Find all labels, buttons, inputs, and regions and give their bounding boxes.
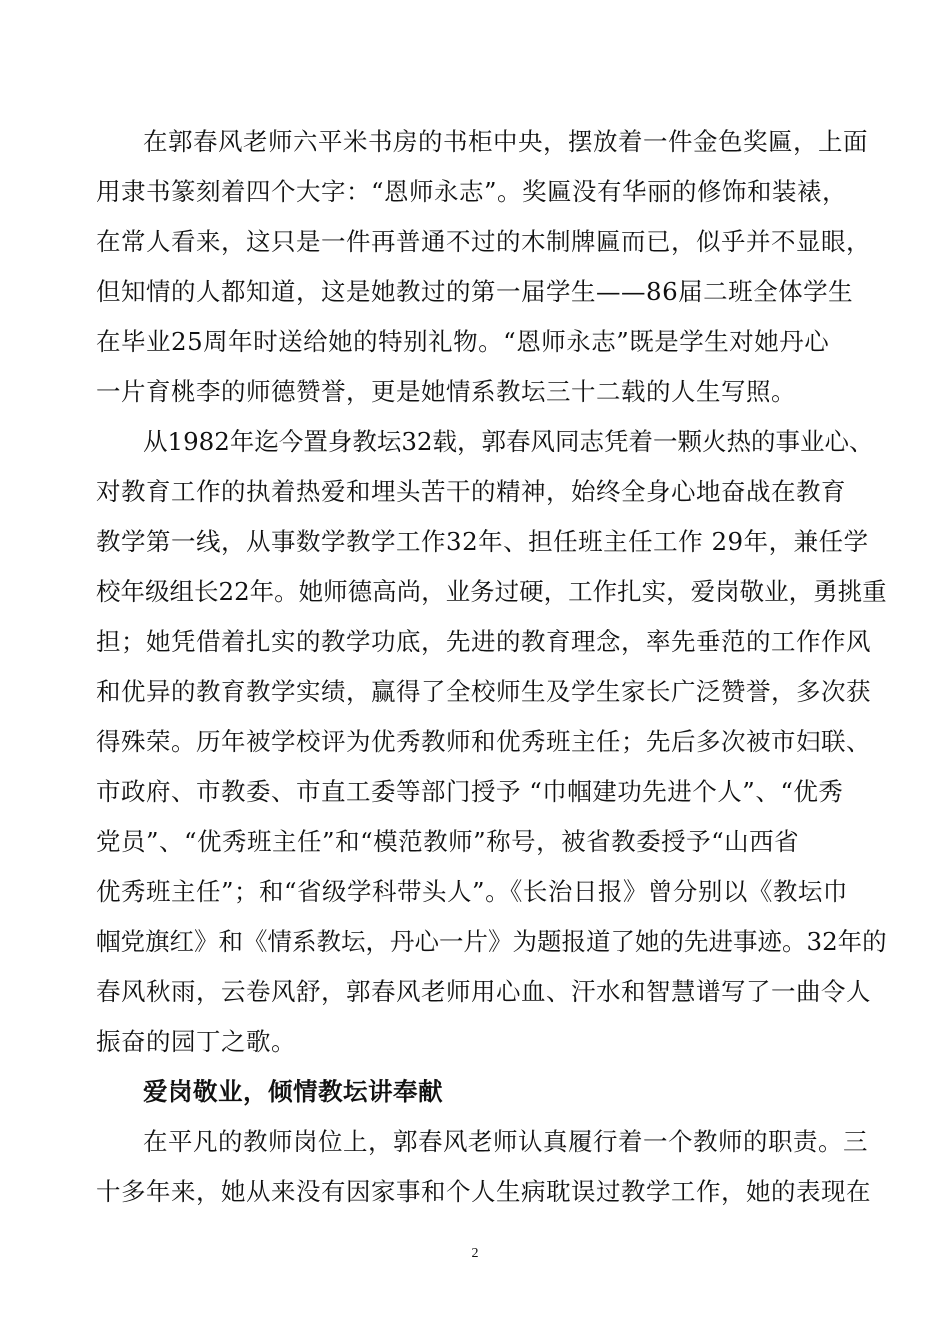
- paragraph-2-line-9: 党员”、“优秀班主任”和“模范教师”称号，被省教委授予“山西省: [96, 827, 800, 856]
- paragraph-2-line-4: 校年级组长22年。她师德高尚，业务过硬，工作扎实，爱岗敬业，勇挑重: [96, 577, 887, 606]
- paragraph-2-line-8: 市政府、市教委、市直工委等部门授予 “巾帼建功先进个人”、“优秀: [96, 777, 844, 806]
- section-heading: 爱岗敬业，倾情教坛讲奉献: [143, 1077, 443, 1106]
- paragraph-2-line-7: 得殊荣。历年被学校评为优秀教师和优秀班主任；先后多次被市妇联、: [96, 727, 871, 756]
- paragraph-2-line-2: 对教育工作的执着热爱和埋头苦干的精神，始终全身心地奋战在教育: [96, 477, 846, 506]
- paragraph-3-line-2: 十多年来，她从来没有因家事和个人生病耽误过教学工作，她的表现在: [96, 1177, 871, 1206]
- paragraph-1-line-3: 在常人看来，这只是一件再普通不过的木制牌匾而已，似乎并不显眼，: [96, 227, 871, 256]
- paragraph-2-line-5: 担；她凭借着扎实的教学功底，先进的教育理念，率先垂范的工作作风: [96, 627, 871, 656]
- paragraph-2-line-12: 春风秋雨，云卷风舒，郭春风老师用心血、汗水和智慧谱写了一曲令人: [96, 977, 871, 1006]
- paragraph-2-line-3: 教学第一线，从事数学教学工作32年、担任班主任工作 29年，兼任学: [96, 527, 869, 556]
- paragraph-2-line-1: 从1982年迄今置身教坛32载，郭春风同志凭着一颗火热的事业心、: [143, 427, 874, 456]
- paragraph-1-line-6: 一片育桃李的师德赞誉，更是她情系教坛三十二载的人生写照。: [96, 377, 796, 406]
- paragraph-1-line-1: 在郭春风老师六平米书房的书柜中央，摆放着一件金色奖匾，上面: [143, 127, 868, 156]
- paragraph-2-line-10: 优秀班主任”；和“省级学科带头人”。《长治日报》曾分别以《教坛巾: [96, 877, 848, 906]
- paragraph-2-line-11: 帼党旗红》和《情系教坛，丹心一片》为题报道了她的先进事迹。32年的: [96, 927, 887, 956]
- paragraph-1-line-5: 在毕业25周年时送给她的特别礼物。“恩师永志”既是学生对她丹心: [96, 327, 830, 356]
- paragraph-2-line-13: 振奋的园丁之歌。: [96, 1027, 296, 1056]
- paragraph-3-line-1: 在平凡的教师岗位上，郭春风老师认真履行着一个教师的职责。三: [143, 1127, 868, 1156]
- paragraph-2-line-6: 和优异的教育教学实绩，赢得了全校师生及学生家长广泛赞誉，多次获: [96, 677, 871, 706]
- paragraph-1-line-4: 但知情的人都知道，这是她教过的第一届学生——86届二班全体学生: [96, 277, 854, 306]
- page-number: 2: [471, 1246, 479, 1261]
- paragraph-1-line-2: 用隶书篆刻着四个大字：“恩师永志”。奖匾没有华丽的修饰和装裱，: [96, 177, 848, 206]
